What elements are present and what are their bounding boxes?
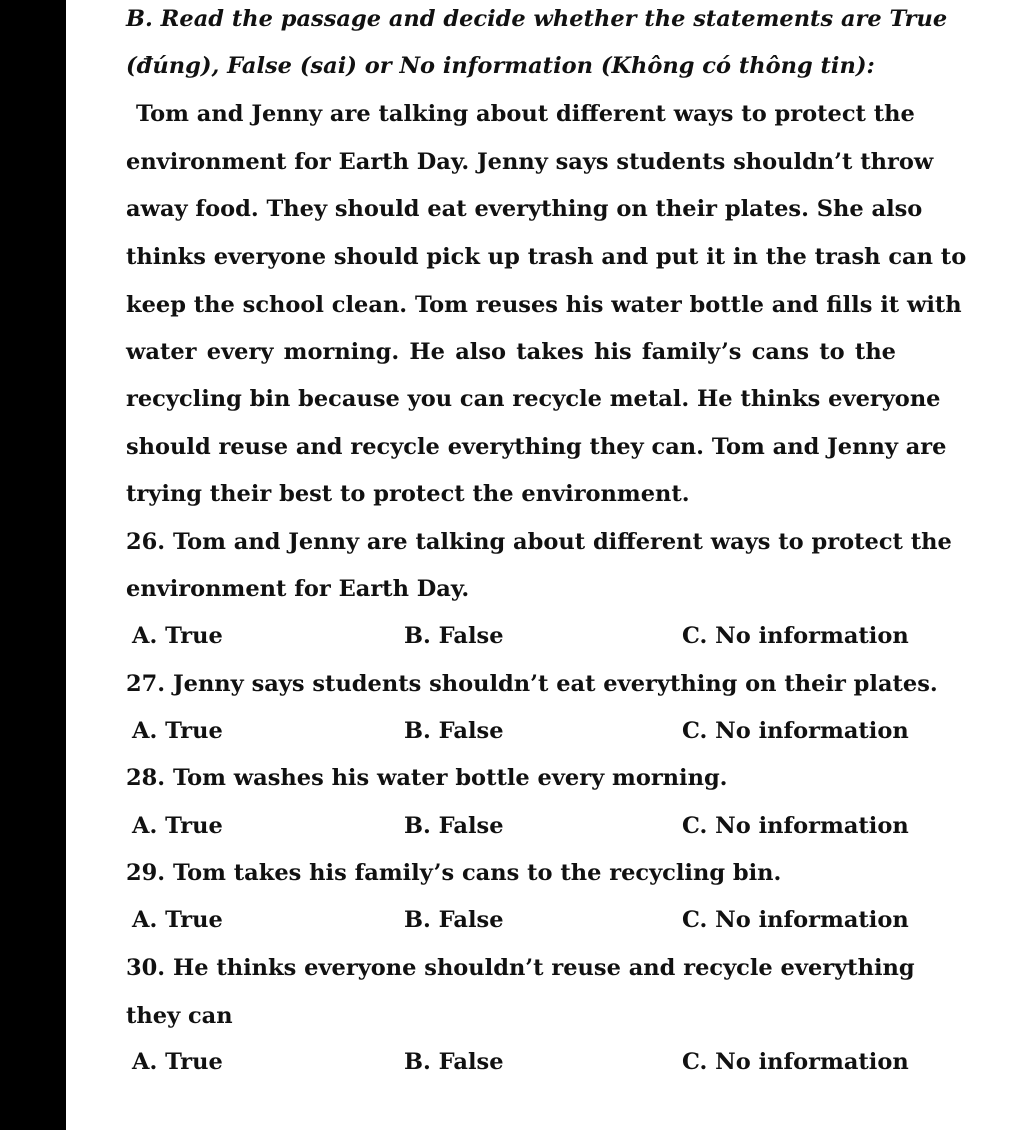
option-a-true[interactable]: A. True (132, 718, 223, 744)
option-b-false[interactable]: B. False (404, 813, 504, 839)
passage-line: recycling bin because you can recycle metal. He thinks everyone (126, 386, 941, 412)
passage-line: trying their best to protect the environment. (126, 481, 690, 507)
passage-line: away food. They should eat everything on their plates. She also (126, 196, 923, 222)
option-a-true[interactable]: A. True (132, 907, 223, 933)
question-text: 30. He thinks everyone shouldn’t reuse and recycle everything (126, 955, 915, 981)
passage-line: keep the school clean. Tom reuses his water bottle and fills it with (126, 292, 962, 318)
section-instruction-line-2: (đúng), False (sai) or No information (Không có thông tin): (126, 53, 875, 79)
option-c-no-information[interactable]: C. No information (682, 813, 909, 839)
question-text-continued: they can (126, 1003, 233, 1029)
option-a-true[interactable]: A. True (132, 813, 223, 839)
passage-line: Tom and Jenny are talking about different ways to protect the (136, 101, 915, 127)
option-c-no-information[interactable]: C. No information (682, 907, 909, 933)
section-instruction-line-1: B. Read the passage and decide whether the statements are True (126, 6, 948, 32)
option-c-no-information[interactable]: C. No information (682, 718, 909, 744)
passage-line: should reuse and recycle everything they can. Tom and Jenny are (126, 434, 947, 460)
option-b-false[interactable]: B. False (404, 623, 504, 649)
question-text: 27. Jenny says students shouldn’t eat everything on their plates. (126, 671, 938, 697)
passage-line: water every morning. He also takes his family’s cans to the (126, 339, 896, 365)
question-text: 29. Tom takes his family’s cans to the recycling bin. (126, 860, 782, 886)
option-b-false[interactable]: B. False (404, 907, 504, 933)
left-black-border (0, 0, 66, 1130)
option-b-false[interactable]: B. False (404, 718, 504, 744)
option-c-no-information[interactable]: C. No information (682, 623, 909, 649)
passage-line: thinks everyone should pick up trash and put it in the trash can to (126, 244, 967, 270)
option-c-no-information[interactable]: C. No information (682, 1049, 909, 1075)
option-a-true[interactable]: A. True (132, 1049, 223, 1075)
option-b-false[interactable]: B. False (404, 1049, 504, 1075)
question-text-continued: environment for Earth Day. (126, 576, 470, 602)
question-text: 28. Tom washes his water bottle every morning. (126, 765, 728, 791)
question-text: 26. Tom and Jenny are talking about different ways to protect the (126, 529, 952, 555)
option-a-true[interactable]: A. True (132, 623, 223, 649)
passage-line: environment for Earth Day. Jenny says students shouldn’t throw (126, 149, 934, 175)
